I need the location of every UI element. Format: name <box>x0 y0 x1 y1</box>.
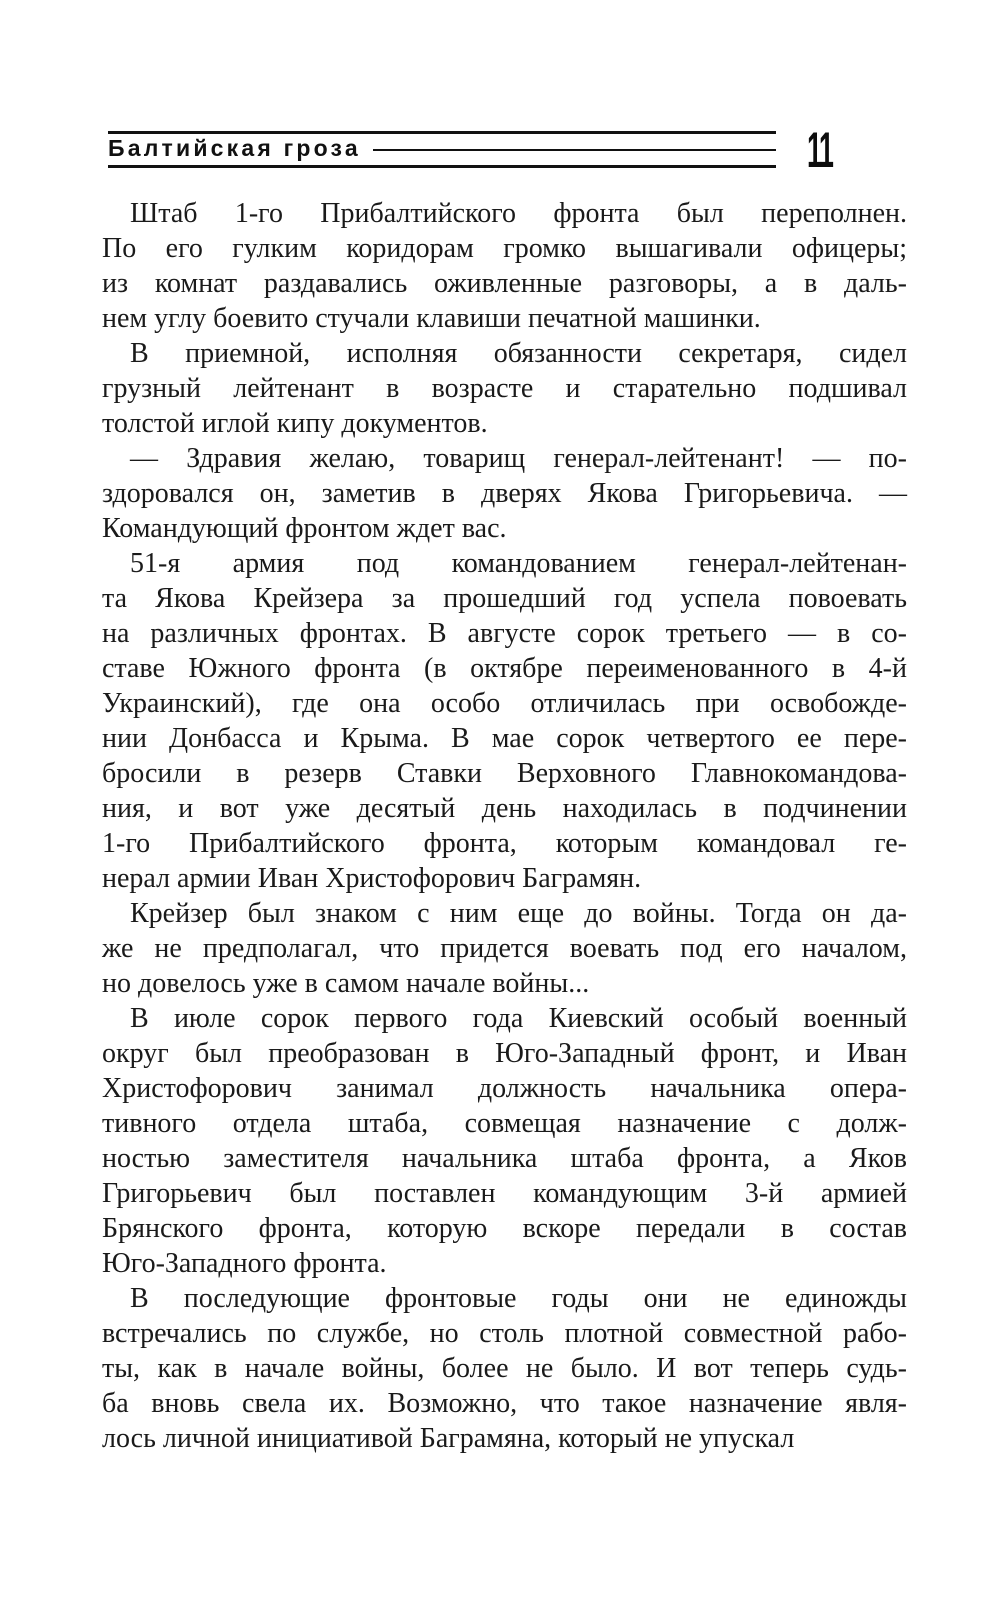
text-line: же не предполагал, что придется воевать под его началом, <box>102 933 907 964</box>
text-line: на различных фронтах. В августе сорок третьего — в со- <box>102 618 907 649</box>
text-line: Брянского фронта, которую вскоре передали в состав <box>102 1213 907 1244</box>
text-line: бросили в резерв Ставки Верховного Главнокомандова- <box>102 758 907 789</box>
text-line: По его гулким коридорам громко вышагивали офицеры; <box>102 233 907 264</box>
running-title: Балтийская гроза <box>108 135 361 161</box>
paragraph <box>102 546 907 896</box>
text-line: В последующие фронтовые годы они не единожды <box>130 1283 907 1314</box>
text-line: 1-го Прибалтийского фронта, которым командовал ге- <box>102 828 907 859</box>
text-line: из комнат раздавались оживленные разговоры, а в даль- <box>102 268 907 299</box>
text-line: но довелось уже в самом начале войны... <box>102 968 590 999</box>
text-line: встречались по службе, но столь плотной совместной рабо- <box>102 1318 907 1349</box>
paragraph <box>102 196 907 336</box>
running-head-row <box>108 136 776 163</box>
page-number: 11 <box>807 122 833 178</box>
text-line: округ был преобразован в Юго-Западный фронт, и Иван <box>102 1038 907 1069</box>
paragraph <box>102 336 907 441</box>
text-line: Командующий фронтом ждет вас. <box>102 513 507 544</box>
page-text <box>102 196 907 1456</box>
text-line: та Якова Крейзера за прошедший год успела повоевать <box>102 583 907 614</box>
text-line: нерал армии Иван Христофорович Баграмян. <box>102 863 642 894</box>
text-line: ния, и вот уже десятый день находилась в подчинении <box>102 793 907 824</box>
text-line: лось личной инициативой Баграмяна, который не упускал <box>102 1423 795 1454</box>
text-line: Крейзер был знаком с ним еще до войны. Тогда он да- <box>130 898 907 929</box>
text-line: ставе Южного фронта (в октябре переименованного в 4-й <box>102 653 907 684</box>
text-line: толстой иглой кипу документов. <box>102 408 488 439</box>
header-mid-rule <box>373 149 776 152</box>
text-line: Григорьевич был поставлен командующим 3-й армией <box>102 1178 907 1209</box>
text-line: В приемной, исполняя обязанности секретаря, сидел <box>130 338 907 369</box>
text-line: ба вновь свела их. Возможно, что такое назначение явля- <box>102 1388 907 1419</box>
text-line: здоровался он, заметив в дверях Якова Григорьевича. — <box>102 478 907 509</box>
text-line: Штаб 1-го Прибалтийского фронта был переполнен. <box>130 198 907 229</box>
paragraph <box>102 1281 907 1456</box>
text-line: Украинский), где она особо отличилась при освобожде- <box>102 688 907 719</box>
running-head <box>108 131 776 168</box>
text-line: тивного отдела штаба, совмещая назначение с долж- <box>102 1108 907 1139</box>
text-line: В июле сорок первого года Киевский особый военный <box>130 1003 907 1034</box>
text-line: грузный лейтенант в возрасте и старательно подшивал <box>102 373 907 404</box>
paragraph <box>102 896 907 1001</box>
text-line: Юго-Западного фронта. <box>102 1248 387 1279</box>
text-line: Христофорович занимал должность начальника опера- <box>102 1073 907 1104</box>
text-line: нем углу боевито стучали клавиши печатной машинки. <box>102 303 761 334</box>
paragraph <box>102 441 907 546</box>
text-line: ностью заместителя начальника штаба фронта, а Яков <box>102 1143 907 1174</box>
paragraph <box>102 1001 907 1281</box>
text-line: нии Донбасса и Крыма. В мае сорок четвертого ее пере- <box>102 723 907 754</box>
text-line: — Здравия желаю, товарищ генерал-лейтенант! — по- <box>130 443 907 474</box>
text-line: ты, как в начале войны, более не было. И вот теперь судь- <box>102 1353 907 1384</box>
text-line: 51-я армия под командованием генерал-лейтенан- <box>130 548 907 579</box>
